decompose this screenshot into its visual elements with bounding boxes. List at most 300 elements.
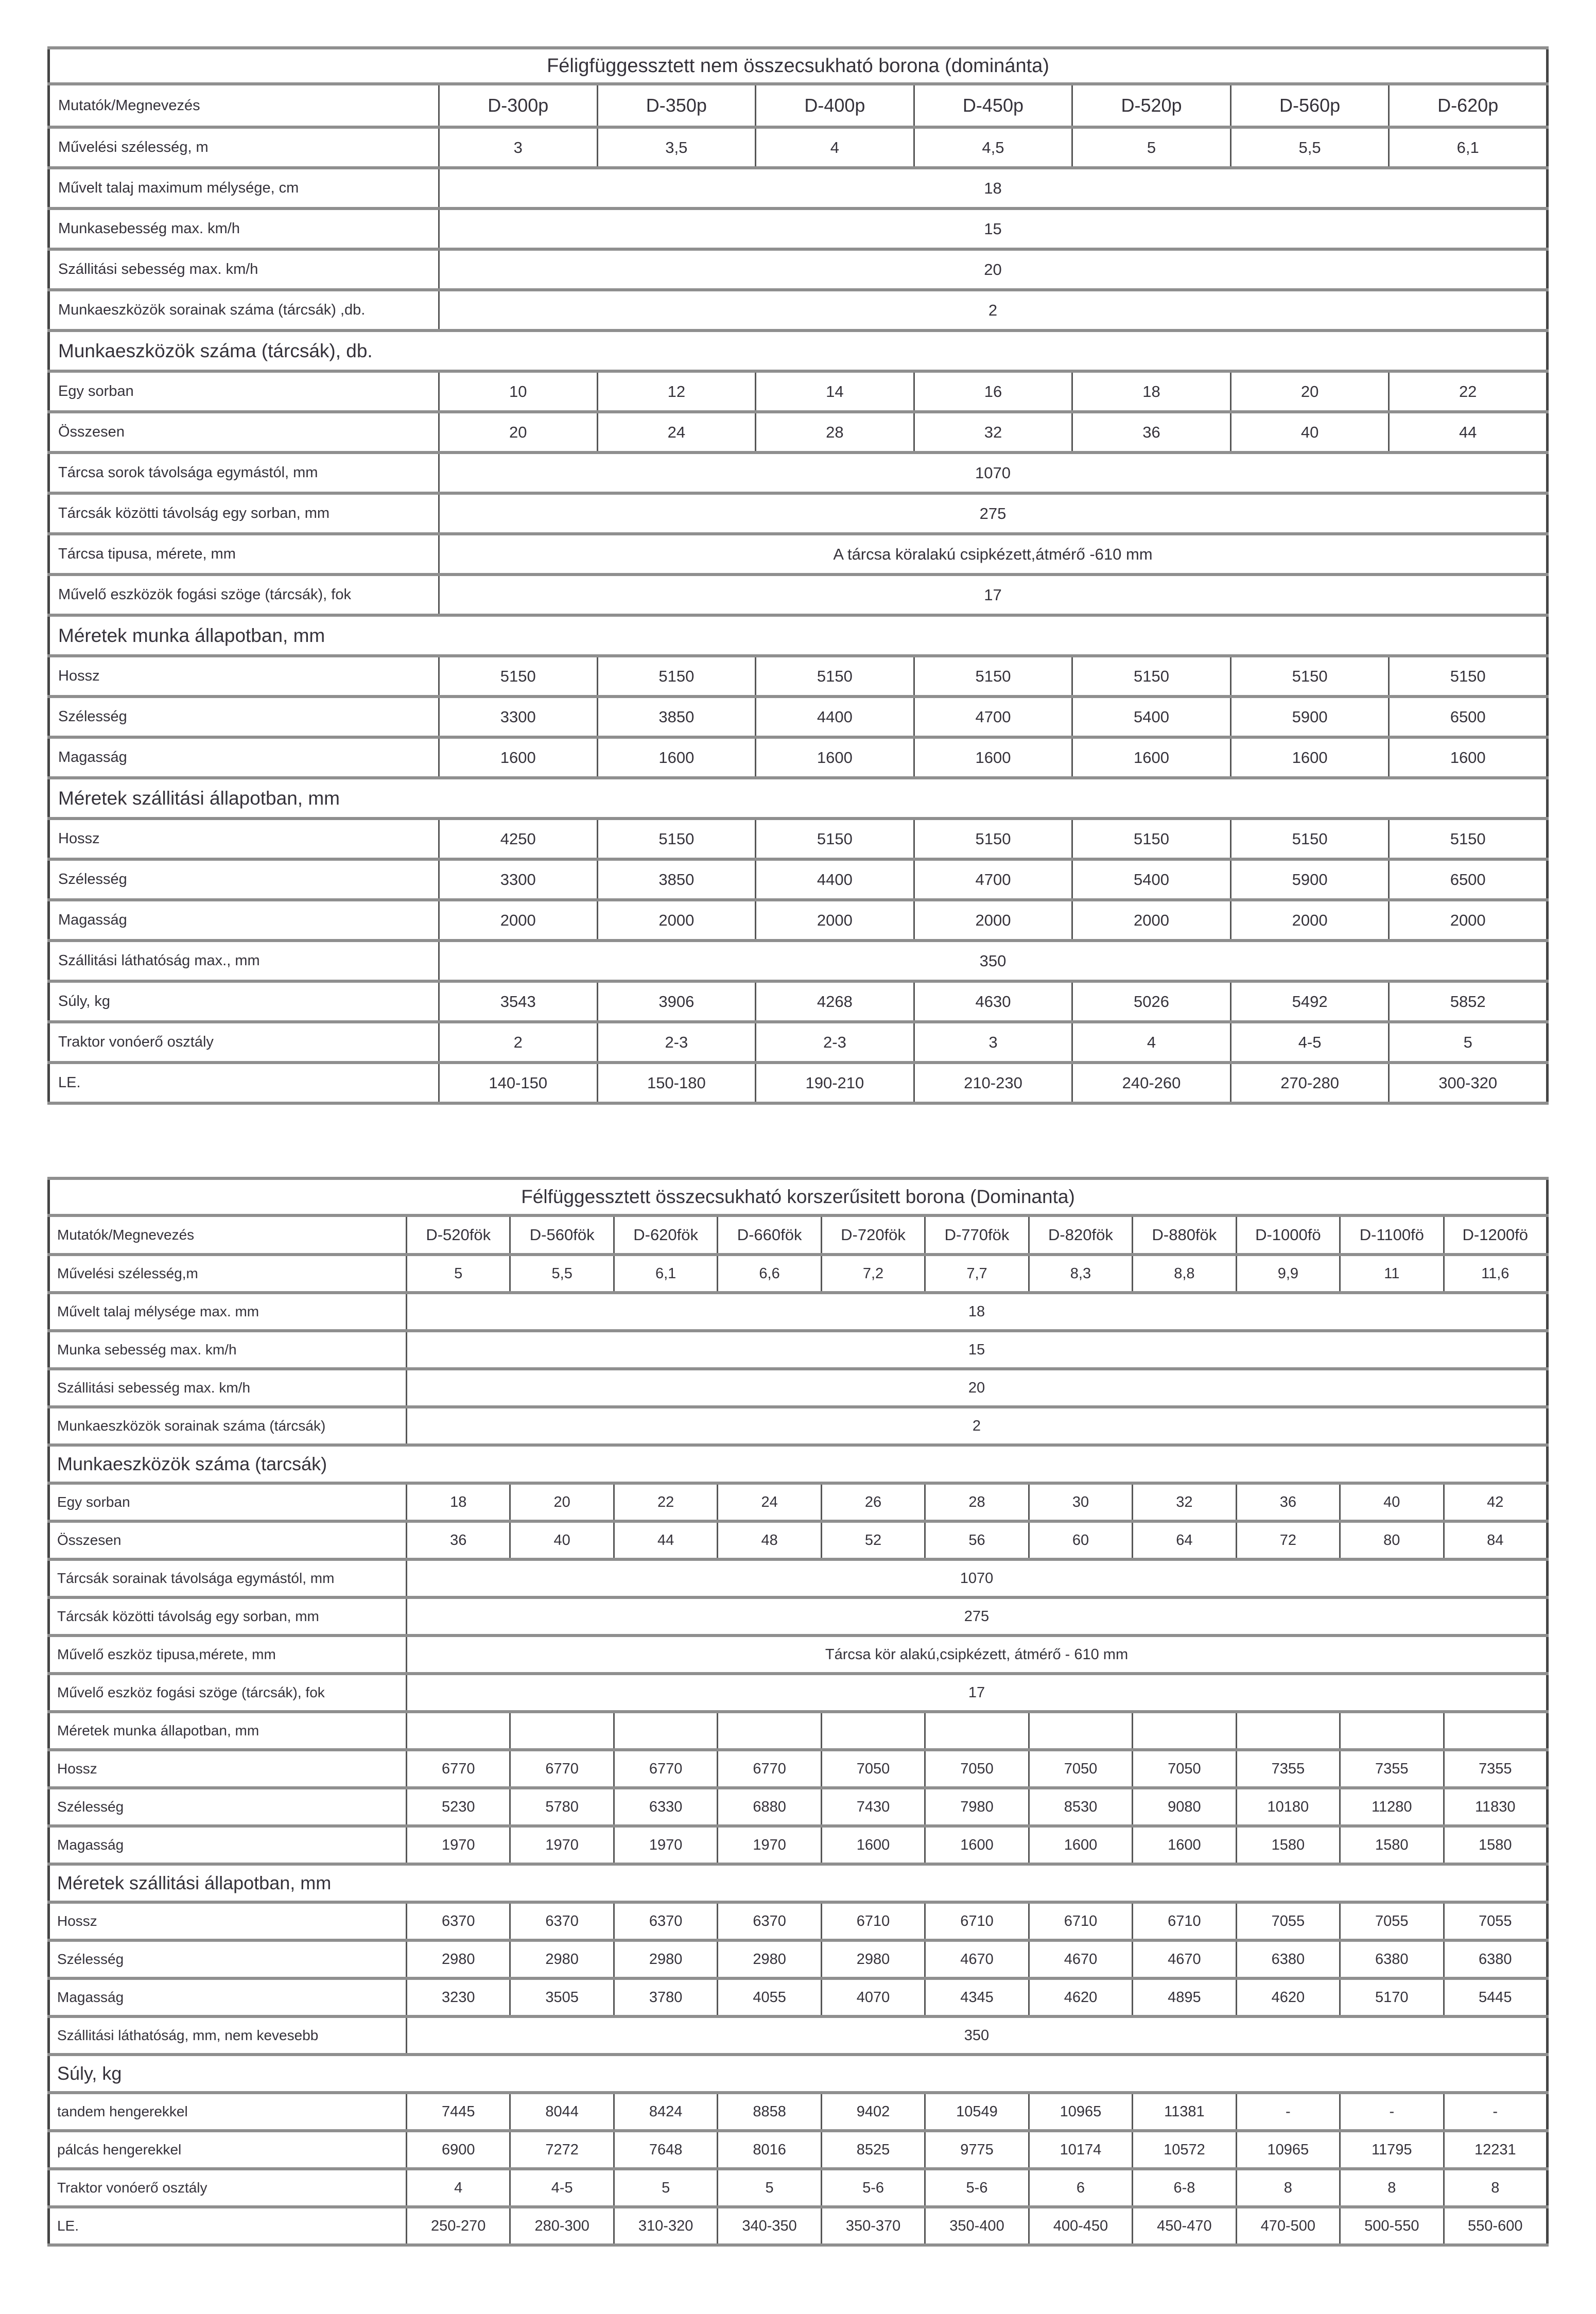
row-label: Hossz [49,819,439,859]
spec-cell: 7050 [821,1750,925,1788]
spec-cell: 5026 [1072,981,1231,1022]
row-shared-value: 17 [439,575,1548,615]
column-header-model: D-820fök [1029,1215,1132,1255]
table-row [49,290,1548,330]
spec-cell: 2000 [597,900,756,941]
spec-cell: 24 [597,412,756,453]
row-shared-value: 350 [407,2016,1548,2055]
spec-cell: 1600 [925,1826,1029,1864]
spec-cell: 3 [439,127,598,168]
spec-cell: 150-180 [597,1063,756,1103]
spec-cell: 5 [407,1255,510,1293]
spec-cell: 44 [614,1521,717,1559]
spec-cell: 6-8 [1133,2169,1236,2207]
spec-cell: 18 [407,1483,510,1521]
table-row [49,412,1548,453]
spec-cell: 3300 [439,697,598,737]
spec-cell: 6710 [1133,1902,1236,1940]
spec-cell: 8424 [614,2093,717,2131]
column-header-model: D-560fök [510,1215,614,1255]
spec-cell: 6380 [1236,1940,1340,1978]
spec-cell: 6370 [510,1902,614,1940]
spec-cell: 26 [821,1483,925,1521]
spec-cell: 22 [614,1483,717,1521]
row-shared-value: 15 [407,1331,1548,1369]
table-gap [47,1105,1549,1177]
indicators-header: Mutatók/Megnevezés [49,84,439,127]
spec-cell: 22 [1389,371,1548,412]
spec-cell: 2-3 [756,1022,914,1063]
table-row [49,2016,1548,2055]
spec-cell: 11830 [1444,1788,1547,1826]
spec-cell: 9775 [925,2131,1029,2169]
spec-cell: 7055 [1444,1902,1547,1940]
spec-cell: 4700 [914,697,1072,737]
spec-cell: 1580 [1340,1826,1444,1864]
spec-cell: 3543 [439,981,598,1022]
column-header-model: D-520p [1072,84,1231,127]
table-row [49,778,1548,819]
row-shared-value: Tárcsa kör alakú,csipkézett, átmérő - 610 mm [407,1636,1548,1674]
spec-cell: 3230 [407,1978,510,2016]
table-row [49,575,1548,615]
section-header: Méretek munka állapotban, mm [49,615,1548,656]
spec-cell: 10180 [1236,1788,1340,1826]
table-row [49,1063,1548,1103]
spec-cell: 1600 [1230,737,1389,778]
table-row [49,2169,1548,2207]
row-label: Hossz [49,656,439,697]
spec-cell: 500-550 [1340,2207,1444,2245]
table-row [49,249,1548,290]
row-label: Tárcsa sorok távolsága egymástól, mm [49,453,439,493]
table-title: Féligfüggessztett nem összecsukható borona (dominánta) [49,48,1548,84]
spec-cell: 1600 [821,1826,925,1864]
spec-cell: 5150 [1072,819,1231,859]
spec-cell: 2000 [1072,900,1231,941]
spec-cell: 6380 [1340,1940,1444,1978]
empty-cell [821,1712,925,1750]
spec-cell: 1600 [1029,1826,1132,1864]
table-row [49,493,1548,534]
spec-cell: 8044 [510,2093,614,2131]
table-row [49,859,1548,900]
spec-cell: 6770 [510,1750,614,1788]
table-row [49,1978,1548,2016]
spec-cell: 4268 [756,981,914,1022]
column-header-model: D-720fök [821,1215,925,1255]
table-row [49,2055,1548,2093]
spec-cell: 32 [914,412,1072,453]
spec-cell: 6370 [407,1902,510,1940]
column-header-model: D-300p [439,84,598,127]
column-header-model: D-620fök [614,1215,717,1255]
row-shared-value: 275 [439,493,1548,534]
spec-cell: 11 [1340,1255,1444,1293]
spec-cell: 1600 [1389,737,1548,778]
spec-cell: 5150 [914,819,1072,859]
spec-cell: 16 [914,371,1072,412]
table-semi-mounted-foldable-harrow [47,1177,1549,2247]
row-label: Művelő eszközök fogási szöge (tárcsák), fok [49,575,439,615]
empty-cell [407,1712,510,1750]
spec-cell: 10965 [1236,2131,1340,2169]
spec-cell: 6370 [614,1902,717,1940]
column-header-model: D-400p [756,84,914,127]
row-shared-value: 20 [407,1369,1548,1407]
table-row [49,208,1548,249]
row-label: Szélesség [49,1788,407,1826]
row-shared-value: 15 [439,208,1548,249]
section-header: Munkaeszközök száma (tárcsák), db. [49,330,1548,371]
spec-cell: 7055 [1236,1902,1340,1940]
table-row [49,697,1548,737]
spec-cell: 4 [756,127,914,168]
spec-cell: 3505 [510,1978,614,2016]
spec-cell: 6,6 [718,1255,821,1293]
spec-cell: 250-270 [407,2207,510,2245]
spec-cell: 10174 [1029,2131,1132,2169]
spec-cell: 5492 [1230,981,1389,1022]
spec-cell: 14 [756,371,914,412]
spec-cell: 5445 [1444,1978,1547,2016]
row-label: LE. [49,2207,407,2245]
table-row [49,1750,1548,1788]
table-row [49,1022,1548,1063]
spec-cell: 36 [1236,1483,1340,1521]
spec-cell: 5230 [407,1788,510,1826]
table-row [49,1597,1548,1636]
row-shared-value: 18 [439,168,1548,208]
table-row [49,1902,1548,1940]
row-label: Munka sebesség max. km/h [49,1331,407,1369]
column-header-model: D-770fök [925,1215,1029,1255]
spec-cell: 4400 [756,697,914,737]
spec-cell: 3,5 [597,127,756,168]
spec-cell: 5150 [439,656,598,697]
spec-cell: 8 [1236,2169,1340,2207]
spec-cell: 450-470 [1133,2207,1236,2245]
column-header-model: D-1200fö [1444,1215,1547,1255]
row-shared-value: 2 [439,290,1548,330]
spec-cell: - [1340,2093,1444,2131]
spec-cell: 20 [439,412,598,453]
spec-cell: 5 [614,2169,717,2207]
spec-cell: 5 [718,2169,821,2207]
table-header-row [49,84,1548,127]
row-label: Munkaeszközök sorainak száma (tárcsák) [49,1407,407,1445]
spec-cell: 5900 [1230,859,1389,900]
row-label: Művelési szélesség,m [49,1255,407,1293]
spec-cell: 4620 [1029,1978,1132,2016]
row-label: Traktor vonóerő osztály [49,2169,407,2207]
table-row [49,941,1548,981]
spec-cell: 7,2 [821,1255,925,1293]
spec-cell: 3850 [597,859,756,900]
spec-cell: 2000 [914,900,1072,941]
spec-cell: 10549 [925,2093,1029,2131]
spec-cell: 24 [718,1483,821,1521]
table-row [49,819,1548,859]
spec-cell: 4250 [439,819,598,859]
spec-cell: 5900 [1230,697,1389,737]
table-row [49,330,1548,371]
spec-cell: 44 [1389,412,1548,453]
spec-cell: 9402 [821,2093,925,2131]
spec-cell: 11280 [1340,1788,1444,1826]
spec-cell: 6900 [407,2131,510,2169]
spec-cell: 6330 [614,1788,717,1826]
row-label: Művelt talaj mélysége max. mm [49,1293,407,1331]
spec-cell: 8530 [1029,1788,1132,1826]
spec-cell: - [1236,2093,1340,2131]
spec-cell: 2980 [510,1940,614,1978]
spec-cell: 470-500 [1236,2207,1340,2245]
table-row [49,1369,1548,1407]
spec-cell: 3780 [614,1978,717,2016]
table-row [49,1559,1548,1597]
spec-cell: 4670 [1133,1940,1236,1978]
spec-cell: 5,5 [510,1255,614,1293]
spec-cell: 8858 [718,2093,821,2131]
spec-cell: 11381 [1133,2093,1236,2131]
spec-cell: 80 [1340,1521,1444,1559]
spec-cell: 36 [1072,412,1231,453]
spec-cell: 2000 [756,900,914,941]
spec-cell: 190-210 [756,1063,914,1103]
spec-cell: 11795 [1340,2131,1444,2169]
row-label: Traktor vonóerő osztály [49,1022,439,1063]
spec-cell: 20 [510,1483,614,1521]
spec-cell: 4895 [1133,1978,1236,2016]
spec-cell: 2 [439,1022,598,1063]
table-row [49,1483,1548,1521]
row-shared-value: A tárcsa köralakú csipkézett,átmérő -610 mm [439,534,1548,575]
spec-cell: 2980 [821,1940,925,1978]
spec-cell: 4630 [914,981,1072,1022]
spec-cell: 2000 [1389,900,1548,941]
row-label: Tárcsák sorainak távolsága egymástól, mm [49,1559,407,1597]
row-label: pálcás hengerekkel [49,2131,407,2169]
spec-cell: 7,7 [925,1255,1029,1293]
spec-cell: 18 [1072,371,1231,412]
spec-cell: 4670 [1029,1940,1132,1978]
table-row [49,737,1548,778]
spec-cell: 1600 [439,737,598,778]
row-label: Egy sorban [49,371,439,412]
spec-cell: 9,9 [1236,1255,1340,1293]
row-label: Méretek munka állapotban, mm [49,1712,407,1750]
spec-cell: 270-280 [1230,1063,1389,1103]
row-label: Szállitási láthatóság, mm, nem kevesebb [49,2016,407,2055]
table-row [49,127,1548,168]
spec-cell: 3906 [597,981,756,1022]
spec-cell: 5780 [510,1788,614,1826]
table-row [49,1293,1548,1331]
spec-cell: 7050 [925,1750,1029,1788]
table-row [49,1445,1548,1483]
spec-cell: 9080 [1133,1788,1236,1826]
spec-cell: 7355 [1444,1750,1547,1788]
row-label: Magasság [49,1978,407,2016]
spec-cell: 10965 [1029,2093,1132,2131]
spec-cell: 8016 [718,2131,821,2169]
spec-cell: 7050 [1029,1750,1132,1788]
table-row [49,656,1548,697]
table-row [49,2093,1548,2131]
spec-cell: 4620 [1236,1978,1340,2016]
spec-cell: 6880 [718,1788,821,1826]
table-row [49,1712,1548,1750]
column-header-model: D-560p [1230,84,1389,127]
table-row [49,453,1548,493]
column-header-model: D-880fök [1133,1215,1236,1255]
spec-cell: 10 [439,371,598,412]
table-row [49,534,1548,575]
spec-cell: 7355 [1236,1750,1340,1788]
spec-cell: 60 [1029,1521,1132,1559]
spec-cell: 3850 [597,697,756,737]
row-label: Magasság [49,900,439,941]
spec-cell: 300-320 [1389,1063,1548,1103]
spec-cell: 84 [1444,1521,1547,1559]
spec-cell: 2000 [1230,900,1389,941]
spec-cell: 6770 [614,1750,717,1788]
spec-cell: 40 [1340,1483,1444,1521]
row-label: tandem hengerekkel [49,2093,407,2131]
spec-cell: 4 [1072,1022,1231,1063]
table-semi-mounted-rigid-harrow [47,46,1549,1105]
spec-cell: 2980 [718,1940,821,1978]
row-label: Tárcsa tipusa, mérete, mm [49,534,439,575]
spec-cell: 5150 [1072,656,1231,697]
table-row [49,2207,1548,2245]
table-row [49,168,1548,208]
spec-cell: 28 [756,412,914,453]
spec-cell: 5-6 [925,2169,1029,2207]
row-shared-value: 350 [439,941,1548,981]
row-label: Összesen [49,1521,407,1559]
table-row [49,1788,1548,1826]
spec-cell: 4700 [914,859,1072,900]
spec-cell: 5150 [597,819,756,859]
spec-cell: 72 [1236,1521,1340,1559]
row-label: Munkaeszközök sorainak száma (tárcsák) ,db. [49,290,439,330]
spec-cell: 1970 [510,1826,614,1864]
spec-cell: 1600 [914,737,1072,778]
empty-cell [1029,1712,1132,1750]
row-label: Művelési szélesség, m [49,127,439,168]
row-label: Hossz [49,1750,407,1788]
row-label: Tárcsák közötti távolság egy sorban, mm [49,493,439,534]
spec-cell: 7648 [614,2131,717,2169]
spec-cell: 1580 [1444,1826,1547,1864]
spec-cell: 56 [925,1521,1029,1559]
row-shared-value: 275 [407,1597,1548,1636]
table-row [49,615,1548,656]
spec-cell: 5150 [1389,819,1548,859]
spec-cell: 40 [1230,412,1389,453]
spec-cell: 5852 [1389,981,1548,1022]
row-label: Művelő eszköz fogási szöge (tárcsák), fok [49,1674,407,1712]
row-shared-value: 1070 [439,453,1548,493]
spec-cell: 7055 [1340,1902,1444,1940]
row-label: Művelt talaj maximum mélysége, cm [49,168,439,208]
row-shared-value: 18 [407,1293,1548,1331]
spec-cell: 6 [1029,2169,1132,2207]
spec-cell: 1970 [407,1826,510,1864]
spec-cell: 2000 [439,900,598,941]
column-header-model: D-1000fö [1236,1215,1340,1255]
table-title-row [49,48,1548,84]
row-shared-value: 17 [407,1674,1548,1712]
spec-cell: 42 [1444,1483,1547,1521]
spec-cell: 1600 [756,737,914,778]
table-row [49,981,1548,1022]
spec-cell: 7272 [510,2131,614,2169]
spec-cell: 4670 [925,1940,1029,1978]
spec-cell: 7050 [1133,1750,1236,1788]
table-row [49,1674,1548,1712]
row-label: Szélesség [49,859,439,900]
spec-cell: 32 [1133,1483,1236,1521]
spec-cell: 8 [1444,2169,1547,2207]
spec-cell: 210-230 [914,1063,1072,1103]
spec-cell: 5150 [756,656,914,697]
section-header: Súly, kg [49,2055,1548,2093]
spec-cell: 2980 [614,1940,717,1978]
row-label: Egy sorban [49,1483,407,1521]
spec-cell: 5 [1072,127,1231,168]
table-row [49,1331,1548,1369]
spec-cell: 550-600 [1444,2207,1547,2245]
spec-cell: 4 [407,2169,510,2207]
row-label: Súly, kg [49,981,439,1022]
column-header-model: D-450p [914,84,1072,127]
spec-cell: 7445 [407,2093,510,2131]
row-label: Szélesség [49,697,439,737]
spec-cell: 4070 [821,1978,925,2016]
spec-cell: 2-3 [597,1022,756,1063]
empty-cell [718,1712,821,1750]
spec-cell: 5400 [1072,859,1231,900]
section-header: Méretek szállitási állapotban, mm [49,778,1548,819]
spec-cell: 6770 [407,1750,510,1788]
spec-cell: 310-320 [614,2207,717,2245]
spec-cell: 4-5 [1230,1022,1389,1063]
spec-cell: 6710 [1029,1902,1132,1940]
spec-cell: 5150 [1230,819,1389,859]
spec-cell: 400-450 [1029,2207,1132,2245]
spec-cell: 5,5 [1230,127,1389,168]
spec-cell: 7355 [1340,1750,1444,1788]
spec-cell: 40 [510,1521,614,1559]
row-label: Magasság [49,1826,407,1864]
empty-cell [1444,1712,1547,1750]
row-label: Munkasebesség max. km/h [49,208,439,249]
spec-cell: 5170 [1340,1978,1444,2016]
empty-cell [614,1712,717,1750]
spec-cell: 4-5 [510,2169,614,2207]
empty-cell [510,1712,614,1750]
row-label: Összesen [49,412,439,453]
spec-cell: 10572 [1133,2131,1236,2169]
spec-cell: 12 [597,371,756,412]
spec-cell: 28 [925,1483,1029,1521]
spec-cell: 1600 [1133,1826,1236,1864]
spec-cell: 5-6 [821,2169,925,2207]
spec-cell: 6500 [1389,859,1548,900]
